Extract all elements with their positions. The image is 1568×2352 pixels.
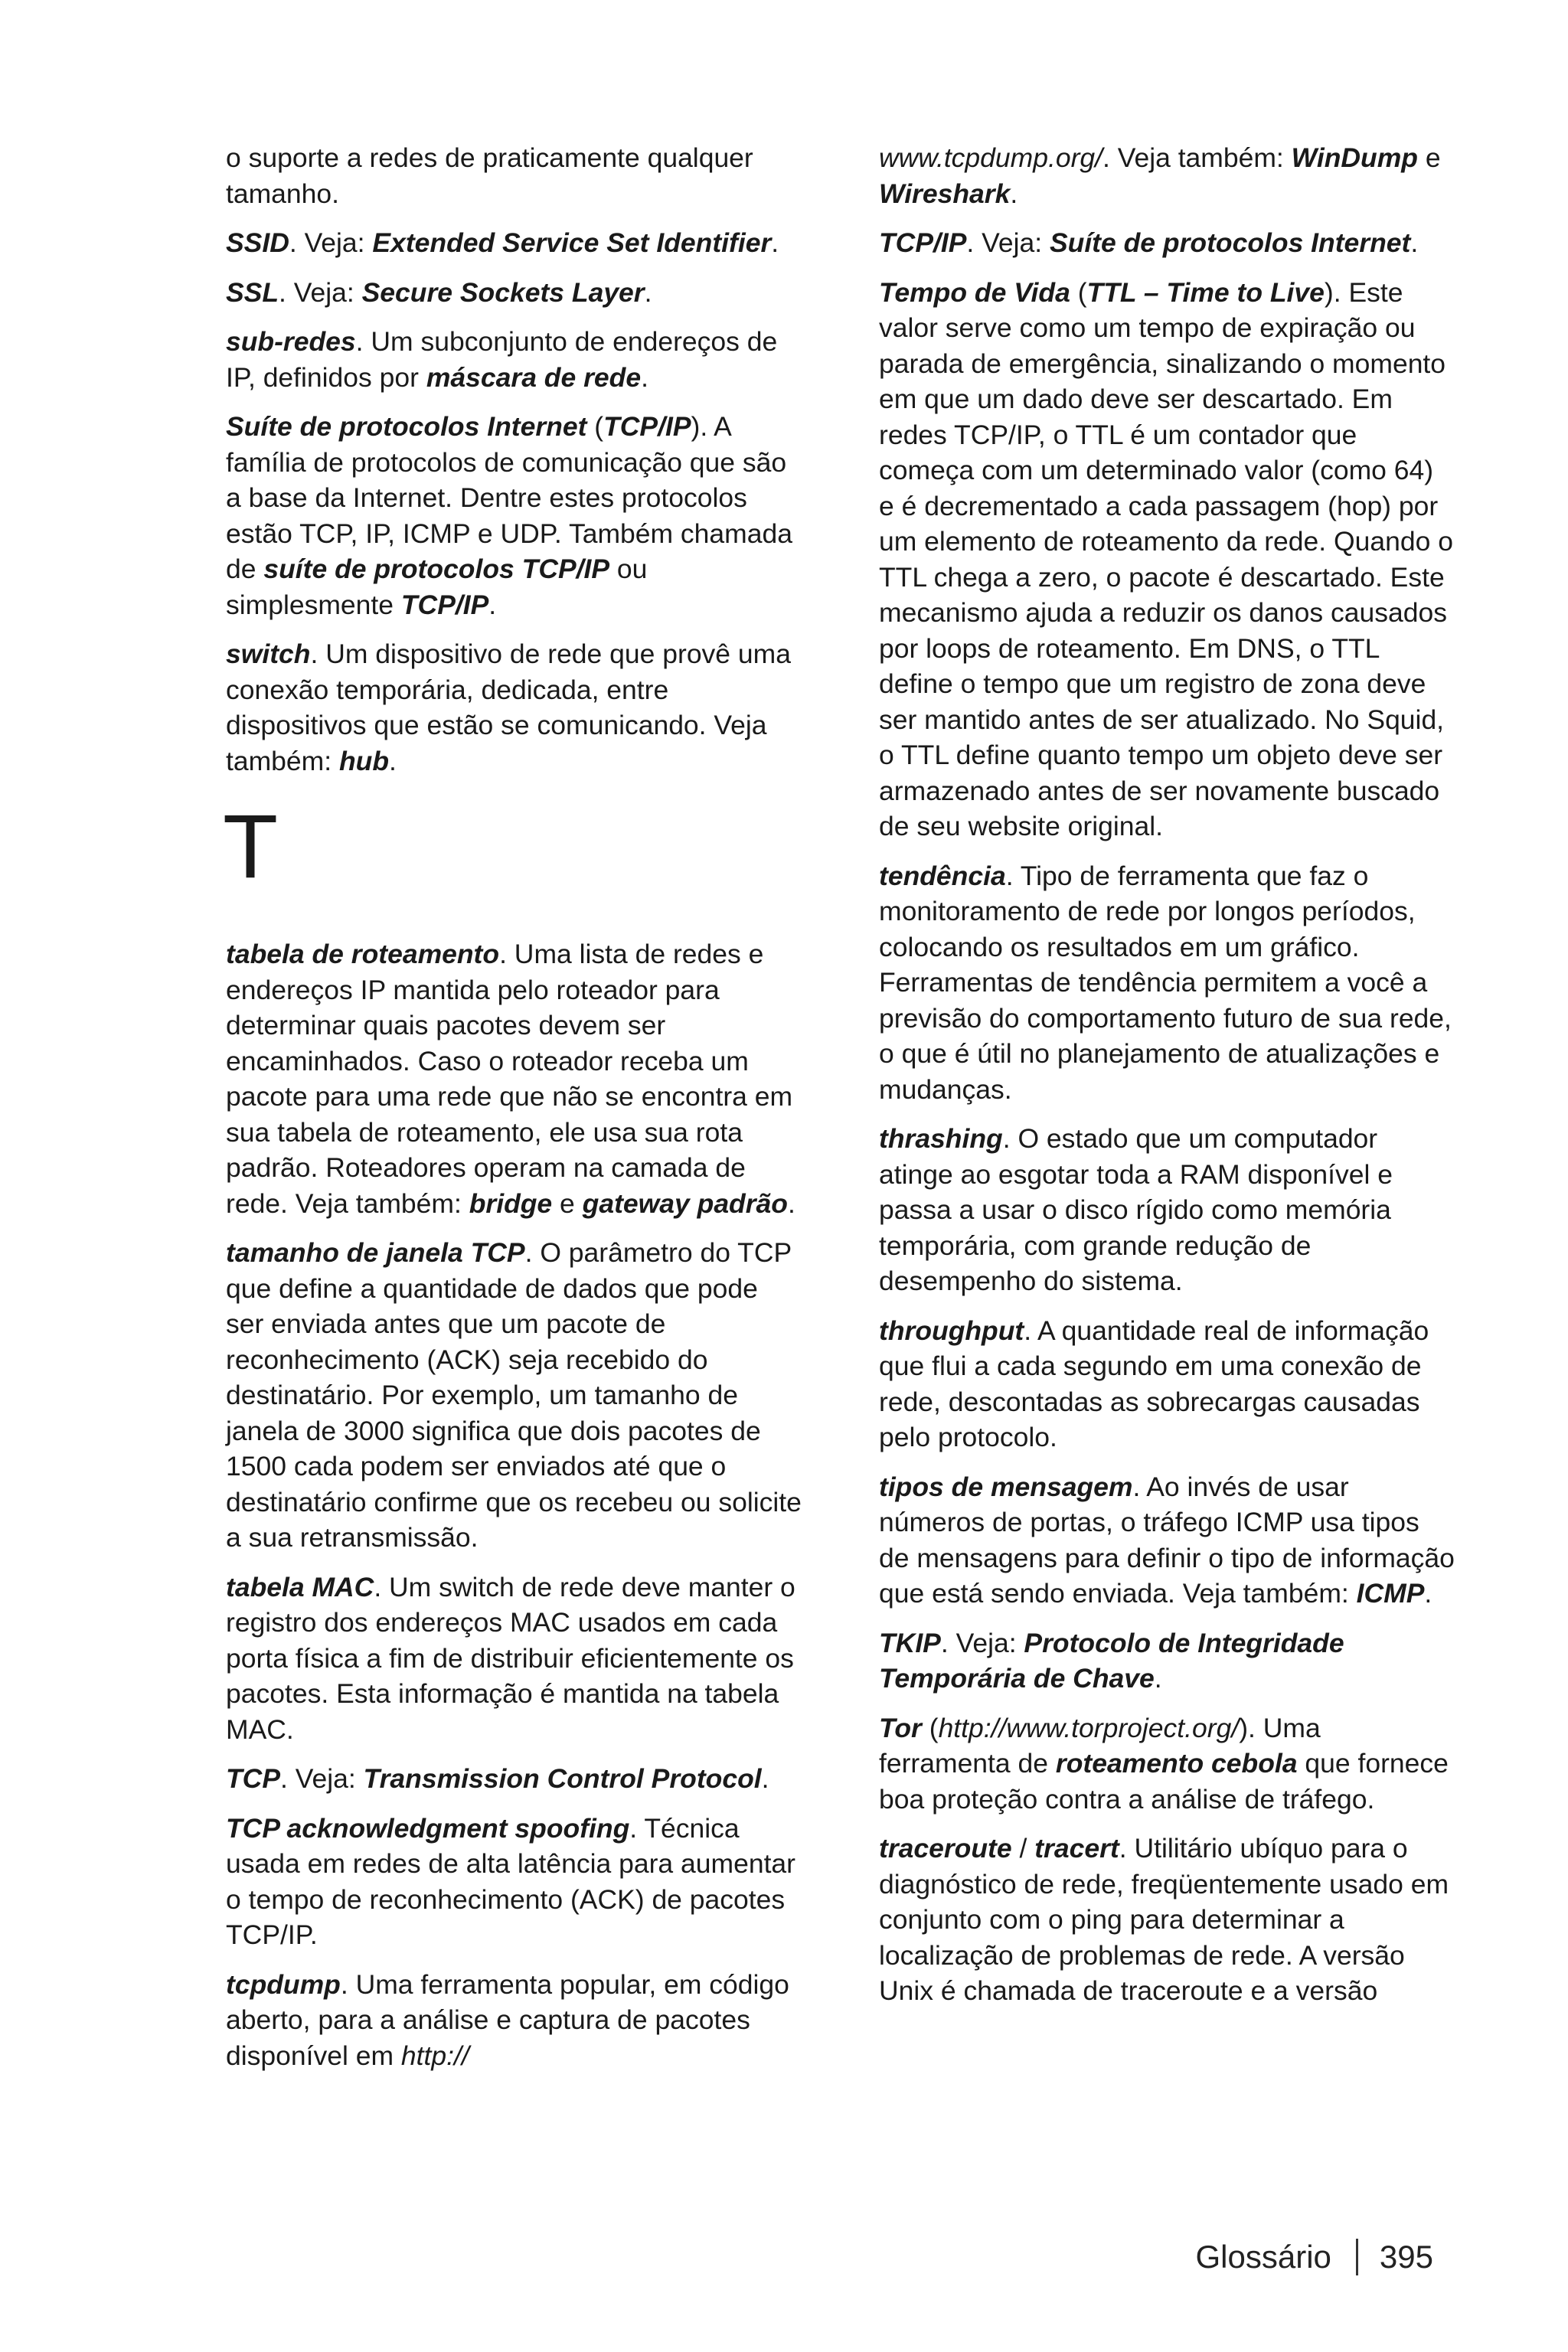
entry-text: (: [921, 1712, 939, 1743]
entry-term: tabela de roteamento: [226, 939, 500, 969]
entry-term: sub-redes: [226, 326, 356, 357]
entry-term: TTL – Time to Live: [1086, 276, 1325, 308]
entry-term: Tempo de Vida: [879, 276, 1070, 308]
entry-text: . Veja:: [289, 227, 373, 258]
entry-term: tendência: [879, 860, 1006, 891]
page-number: 395: [1379, 2239, 1433, 2275]
entry-text: (: [586, 411, 604, 442]
entry-text: . Veja:: [279, 276, 362, 308]
entry-term: Wireshark: [879, 178, 1011, 209]
entry-term: Tor: [879, 1712, 922, 1743]
entry-term: Suíte de protocolos Internet: [226, 411, 587, 442]
page-footer: [1196, 2236, 1433, 2278]
entry-text: .: [788, 1187, 795, 1219]
left-entries-bottom: [226, 936, 802, 2073]
entry-text: e: [552, 1187, 583, 1219]
entry-term: TCP/IP: [400, 589, 489, 620]
entry-text: ). Uma ferramenta de: [879, 1712, 1321, 1779]
entry-text: . Tipo de ferramenta que faz o monitoramento de rede por longos períodos, colocando os resultados em um gráfico. Ferramentas de tendência permitem a você a previsão do comportamento futuro de sua rede, o que é útil no planejamento de atualizações e mudanças.: [879, 860, 1452, 1105]
glossary-entry: [226, 1967, 802, 2074]
entry-text: . Um switch de rede deve manter o registro dos endereços MAC usados em cada porta física a fim de distribuir eficientemente os pacotes. Esta informação é mantida na tabela MAC.: [226, 1571, 795, 1745]
entry-term: WinDump: [1291, 142, 1418, 173]
glossary-entry: [879, 1710, 1455, 1818]
entry-text: .: [761, 1763, 769, 1794]
glossary-entry: [879, 1831, 1455, 2009]
entry-text: . Ao invés de usar números de portas, o tráfego ICMP usa tipos de mensagens para definir o tipo de informação que está sendo enviada. Veja também:: [879, 1471, 1455, 1609]
entry-text: ou simplesmente: [226, 554, 648, 620]
entry-term: thrashing: [879, 1123, 1003, 1154]
entry-term: TCP/IP: [879, 227, 967, 258]
glossary-entry: [226, 1761, 802, 1797]
entry-term: tcpdump: [226, 1968, 341, 2000]
entry-term: tamanho de janela TCP: [226, 1237, 525, 1268]
entry-term: tracert: [1034, 1833, 1119, 1864]
entry-text: . Um dispositivo de rede que provê uma conexão temporária, dedicada, entre dispositivos que estão se comunicando. Veja também:: [226, 639, 791, 776]
entry-term: TKIP: [879, 1627, 941, 1658]
section-letter: T: [223, 796, 279, 897]
left-entries-top: [226, 140, 802, 779]
entry-text: .: [1154, 1663, 1162, 1694]
entry-term: TCP/IP: [603, 411, 691, 442]
entry-term: TCP acknowledgment spoofing: [226, 1812, 630, 1844]
entry-term: Extended Service Set Identifier: [372, 227, 772, 258]
entry-term: Protocolo de Integridade Temporária de Chave: [879, 1627, 1344, 1694]
entry-term: switch: [226, 639, 311, 669]
entry-text: ). Este valor serve como um tempo de expiração ou parada de emergência, sinalizando o momento em que um dado deve ser descartado. Em redes TCP/IP, o TTL é um contador que começa com um determinado valor (como 64) e é decrementado a cada passagem (hop) por um elemento de roteamento da rede. Quando o TTL chega a zero, o pacote é descartado. Este mecanismo ajuda a reduzir os danos causados por loops de roteamento. Em DNS, o TTL define o tempo que um registro de zona deve ser mantido antes de ser atualizado. No Squid, o TTL define quanto tempo um objeto deve ser armazenado antes de ser novamente buscado de seu website original.: [879, 276, 1453, 841]
entry-text: . O parâmetro do TCP que define a quantidade de dados que pode ser enviada antes que um pacote de reconhecimento (ACK) seja recebido do destinatário. Por exemplo, um tamanho de janela de 3000 significa que dois pacotes de 1500 cada podem ser enviados até que o destinatário confirme que os recebeu ou solicite a sua retransmissão.: [226, 1237, 802, 1553]
entry-term: SSID: [226, 227, 289, 258]
entry-text: .: [644, 276, 652, 308]
glossary-entry: [226, 1811, 802, 1953]
glossary-entry: [226, 636, 802, 779]
entry-text: . Técnica usada em redes de alta latência para aumentar o tempo de reconhecimento (ACK) de pacotes TCP/IP.: [226, 1812, 795, 1950]
entry-text: o suporte a redes de praticamente qualquer tamanho.: [226, 142, 753, 209]
entry-term: throughput: [879, 1315, 1024, 1346]
entry-text: ). A família de protocolos de comunicação que são a base da Internet. Dentre estes protocolos estão TCP, IP, ICMP e UDP. Também chamada de: [226, 411, 792, 584]
entry-text: . A quantidade real de informação que flui a cada segundo em uma conexão de rede, descontadas as sobrecargas causadas pelo protocolo.: [879, 1315, 1429, 1452]
glossary-entry: [226, 936, 802, 1221]
glossary-entry: [226, 324, 802, 395]
entry-text: que fornece boa proteção contra a análise de tráfego.: [879, 1748, 1449, 1815]
entry-term: Transmission Control Protocol: [363, 1763, 762, 1794]
entry-term: bridge: [469, 1187, 553, 1219]
right-entries: [879, 140, 1455, 2009]
entry-term: hub: [338, 745, 390, 776]
glossary-entry: [879, 225, 1455, 261]
entry-url: http://www.torproject.org/: [938, 1712, 1240, 1743]
entry-url: http://: [400, 2040, 469, 2071]
entry-text: . Um subconjunto de endereços de IP, definidos por: [226, 326, 778, 393]
glossary-entry: [879, 1313, 1455, 1455]
entry-text: . Utilitário ubíquo para o diagnóstico de rede, freqüentemente usado em conjunto com o ping para determinar a localização de problemas de rede. A versão Unix é chamada de traceroute e a versão: [879, 1833, 1449, 2006]
entry-term: Suíte de protocolos Internet: [1049, 227, 1411, 258]
entry-text: (: [1070, 276, 1087, 308]
glossary-entry: [879, 858, 1455, 1108]
glossary-entry: [226, 409, 802, 622]
entry-term: suíte de protocolos TCP/IP: [263, 554, 610, 584]
entry-text: . Uma lista de redes e endereços IP mantida pelo roteador para determinar quais pacotes devem ser encaminhados. Caso o roteador receba um pacote para uma rede que não se encontra em sua tabela de roteamento, ele usa sua rota padrão. Roteadores operam na camada de rede. Veja também:: [226, 939, 793, 1219]
entry-text: .: [389, 745, 397, 776]
entry-term: roteamento cebola: [1055, 1748, 1298, 1779]
entry-text: .: [1424, 1578, 1432, 1609]
left-column: [223, 140, 802, 2087]
footer-divider: [1356, 2239, 1358, 2275]
entry-text: .: [641, 361, 648, 393]
entry-text: . O estado que um computador atinge ao esgotar toda a RAM disponível e passa a usar o disco rígido como memória temporária, com grande redução de desempenho do sistema.: [879, 1123, 1393, 1296]
entry-text: e: [1418, 142, 1441, 173]
entry-term: máscara de rede: [426, 361, 642, 393]
glossary-entry: [879, 1121, 1455, 1299]
right-column: [879, 140, 1455, 2023]
entry-term: tabela MAC: [226, 1571, 374, 1602]
entry-text: . Uma ferramenta popular, em código aberto, para a análise e captura de pacotes disponível em: [226, 1968, 789, 2071]
entry-url: www.tcpdump.org/: [879, 142, 1103, 173]
entry-term: gateway padrão: [582, 1187, 788, 1219]
glossary-entry: [226, 1570, 802, 1748]
glossary-entry: [226, 225, 802, 261]
glossary-entry: [226, 140, 802, 211]
entry-term: TCP: [226, 1763, 280, 1794]
entry-term: SSL: [226, 276, 279, 308]
entry-term: ICMP: [1356, 1578, 1425, 1609]
entry-text: . Veja também:: [1102, 142, 1292, 173]
entry-term: Secure Sockets Layer: [361, 276, 645, 308]
entry-text: .: [771, 227, 779, 258]
entry-text: . Veja:: [940, 1627, 1024, 1658]
glossary-entry: [879, 275, 1455, 844]
entry-text: .: [1010, 178, 1018, 209]
glossary-entry: [879, 140, 1455, 211]
entry-text: . Veja:: [280, 1763, 364, 1794]
entry-text: .: [488, 589, 497, 620]
glossary-entry: [879, 1469, 1455, 1612]
entry-text: . Veja:: [966, 227, 1050, 258]
entry-term: tipos de mensagem: [879, 1471, 1133, 1502]
glossary-entry: [879, 1625, 1455, 1697]
footer-section-name: Glossário: [1195, 2239, 1331, 2275]
glossary-entry: [226, 275, 802, 311]
entry-term: traceroute: [879, 1833, 1012, 1864]
entry-text: /: [1011, 1833, 1035, 1864]
glossary-entry: [226, 1235, 802, 1556]
entry-text: .: [1410, 227, 1419, 258]
